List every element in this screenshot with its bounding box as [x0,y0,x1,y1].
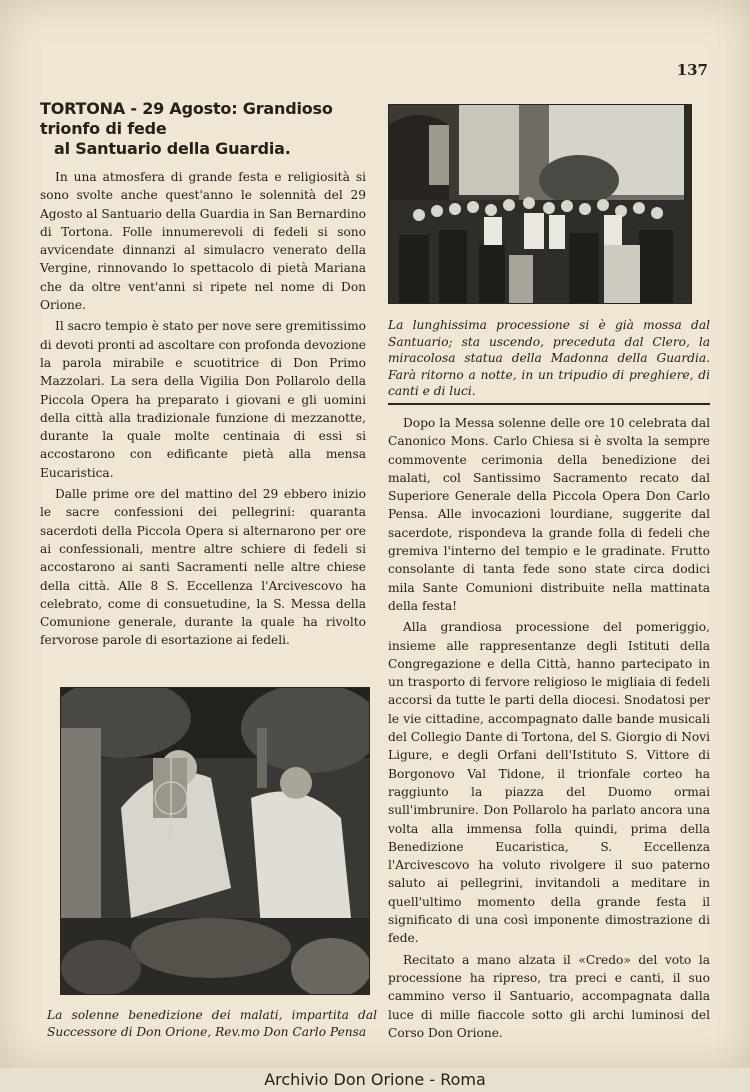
section-divider [388,403,710,405]
paragraph: In una atmosfera di grande festa e religiosità si sono svolte anche quest'anno le solennità del 29 Agosto al Santuario della Guardia in San Bernardino di Tortona. Folle innumerevoli di fedeli si sono avvicendate dinnanzi al simulacro venerato della Vergine, rinnovando lo spettacolo di pietà Mariana che da oltre vent'anni si ripete nel nome di Don Orione. [40,170,367,313]
archive-footer: Archivio Don Orione - Roma [0,1068,750,1092]
paragraph: Il sacro tempio è stato per nove sere gremitissimo di devoti pronti ad ascoltare con profonda devozione la parola mirabile e scuotitrice di Don Primo Mazzolari. La sera della Vigilia Don Pollarolo della Piccola Opera ha preparato i giovani e gli uomini della città alla tradizionale funzione di mezzanotte, durante la quale molte centinaia di essi si accostarono con edificante pietà alla mensa Eucaristica. [40,319,367,480]
procession-photo-caption: La lunghissima processione si è già mossa dal Santuario; sta uscendo, preceduta dal Clero, la miracolosa statua della Madonna della Guardia. Farà ritorno a notte, in un tripudio di preghiere, di canti e di luci. [388,318,710,398]
paragraph: Alla grandiosa processione del pomeriggio, insieme alle rappresentanze degli Istituti della Congregazione e della Città, hanno partecipato in un trasporto di fervore religioso le migliaia di fedeli accorsi da tutte le parti della diocesi. Snodatosi per le vie cittadine, accompagnato dalle bande musicali del Collegio Dante di Tortona, del S. Giorgio di Novi Ligure, e degli Orfani dell'Istituto S. Vittore di Borgonovo Val Tidone, il trionfale corteo ha raggiunto la piazza del Duomo ormai sull'imbrunire. Don Pollarolo ha parlato ancora una volta alla immensa folla quindi, prima della Benedizione Eucaristica, S. Eccellenza l'Arcivescovo ha voluto rivolgere il suo paterno saluto ai pellegrini, invitandoli a meditare in quell'ultimo momento della grande festa il significato di una così imponente dimostrazione di fede. [388,620,710,946]
article-title [40,99,366,159]
right-column [388,414,710,1045]
paragraph: Dopo la Messa solenne delle ore 10 celebrata dal Canonico Mons. Carlo Chiesa si è svolta la sempre commovente cerimonia della benedizione dei malati, col Santissimo Sacramento recato dal Superiore Generale della Piccola Opera Don Carlo Pensa. Alle invocazioni lourdiane, suggerite dal sacerdote, rispondeva la grande folla di fedeli che gremiva l'interno del tempio e le gradinate. Frutto consolante di tanta fede sono state circa dodici mila Sante Comunioni distribuite nella mattinata della festa! [388,416,710,613]
procession-photo [388,104,692,304]
blessing-photo [60,687,370,995]
title-line-1: TORTONA - 29 Agosto: Grandioso trionfo di fede [40,99,333,138]
paragraph: Dalle prime ore del mattino del 29 ebbero inizio le sacre confessioni dei pellegrini: quaranta sacerdoti della Piccola Opera si alternarono per ore ai confessionali, mentre altre schiere di fedeli si accostarono ai santi Sacramenti nelle altre chiese della città. Alle 8 S. Eccellenza l'Arcivescovo ha celebrato, come di consuetudine, la S. Messa della Comunione generale, durante la quale ha rivolto fervorose parole di esortazione ai fedeli. [40,487,366,648]
blessing-photo-caption: La solenne benedizione dei malati, impartita dal Successore di Don Orione, Rev.mo Don Carlo Pensa [47,1008,377,1039]
page-number: 137 [676,61,708,79]
left-column [40,99,366,653]
paragraph: Recitato a mano alzata il «Credo» del voto la processione ha ripreso, tra preci e canti, il suo cammino verso il Santuario, accompagnata dalla luce di mille fiaccole sotto gli archi luminosi del Corso Don Orione. [388,952,710,1040]
title-line-2: al Santuario della Guardia. [54,139,291,158]
